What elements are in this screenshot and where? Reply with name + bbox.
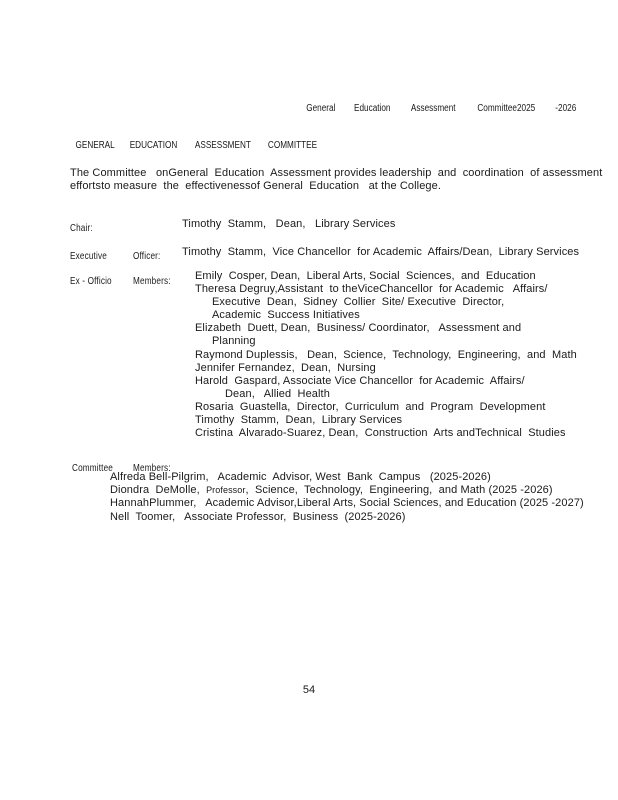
header-word: General — [306, 103, 336, 114]
ex-officio-member-line: Dean, Allied Health — [225, 387, 330, 400]
intro-line: effortsto measure the effectivenessof General Education at the College. — [70, 180, 442, 193]
ex-officio-label-word2: Members: — [133, 275, 171, 287]
ex-officio-member-line: Timothy Stamm, Dean, Library Services — [195, 414, 403, 427]
chair-value: Timothy Stamm, Dean, Library Services — [182, 218, 396, 230]
executive-officer-label-word2: Officer — [133, 250, 159, 262]
committee-member-line: Alfreda Bell-Pilgrim, Academic Advisor, West Bank Campus (2025-2026) — [110, 471, 491, 483]
ex-officio-member-line: Rosaria Guastella, Director, Curriculum and Program Development — [195, 400, 546, 413]
executive-officer-label-word1: Executive — [70, 250, 107, 262]
running-header — [303, 103, 579, 114]
ex-officio-member-line: Theresa Degruy,Assistant to theViceChancellor for Academic Affairs/ — [195, 283, 548, 296]
title-word: GENERAL — [75, 139, 115, 151]
committee-member-line: HannahPlummer, Academic Advisor,Liberal Arts, Social Sciences, and Education (2025 -2027) — [110, 497, 584, 510]
intro-line: The Committee onGeneral Education Assessment provides leadership and coordination of assessment — [70, 167, 603, 179]
committee-members-label-word1: Committee — [72, 462, 113, 474]
ex-officio-label-word1: Ex - Officio — [70, 275, 112, 287]
executive-officer-value: Timothy Stamm, Vice Chancellor for Academic Affairs/Dean, Library Services — [182, 246, 580, 258]
ex-officio-member-list — [195, 270, 577, 440]
ex-officio-member-line: Elizabeth Duett, Dean, Business/ Coordinator, Assessment and — [195, 322, 522, 335]
ex-officio-member-line: Cristina Alvarado-Suarez, Dean, Construction Arts andTechnical Studies — [195, 427, 566, 440]
page-title — [70, 139, 324, 151]
ex-officio-member-line: Raymond Duplessis, Dean, Science, Technology, Engineering, and Math — [195, 348, 577, 361]
executive-officer-label-colon: : — [158, 250, 161, 262]
ex-officio-member-line: Jennifer Fernandez, Dean, Nursing — [195, 361, 376, 374]
committee-member-list — [110, 471, 584, 524]
ex-officio-member-line: Academic Success Initiatives — [212, 309, 360, 322]
header-word: Assessment — [410, 103, 456, 114]
ex-officio-member-line: Planning — [212, 335, 256, 348]
chair-label: Chair: — [70, 222, 93, 234]
title-word: COMMITTEE — [267, 139, 318, 151]
header-word: Education — [353, 103, 391, 114]
committee-members-label-word2: Members: — [133, 462, 171, 474]
header-word: Committee2025 — [477, 103, 536, 114]
title-word: EDUCATION — [129, 139, 178, 151]
ex-officio-member-line: Emily Cosper, Dean, Liberal Arts, Social Sciences, and Education — [195, 270, 536, 282]
committee-member-line: Nell Toomer, Associate Professor, Business (2025-2026) — [110, 510, 406, 523]
header-word: -2026 — [555, 103, 577, 114]
committee-member-line: Diondra DeMolle, Professor, Science, Technology, Engineering, and Math (2025 -2026) — [110, 484, 553, 497]
intro-paragraph — [70, 167, 603, 193]
page-number: 54 — [302, 684, 316, 696]
title-word: ASSESSMENT — [194, 139, 251, 151]
ex-officio-member-line: Executive Dean, Sidney Collier Site/ Executive Director, — [212, 296, 505, 309]
ex-officio-member-line: Harold Gaspard, Associate Vice Chancellor for Academic Affairs/ — [195, 374, 525, 387]
